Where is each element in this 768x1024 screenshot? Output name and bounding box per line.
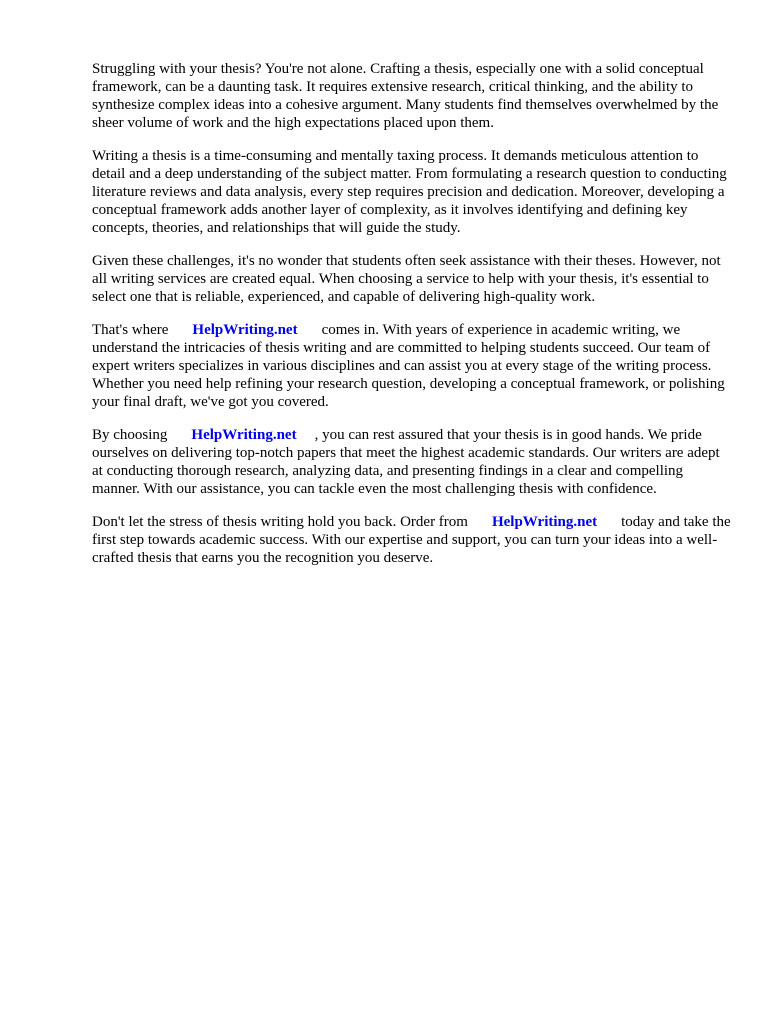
helpwriting-link-1[interactable]: HelpWriting.net [192,322,298,338]
document-body [92,60,732,582]
paragraph-service-lead: That's where [92,322,169,338]
helpwriting-link-2[interactable]: HelpWriting.net [191,427,297,443]
paragraph-process: Writing a thesis is a time-consuming and mentally taxing process. It demands meticulous attention to detail and a deep understanding of the subject matter. From formulating a research question to conducting literature reviews and data analysis, every step requires precision and dedication. Moreover, developing a conceptual framework adds another layer of complexity, as it involves identifying and defining key concepts, theories, and relationships that will guide the study. [92,148,727,236]
paragraph-cta-text: today and take the first step towards academic success. With our expertise and support, you can turn your ideas into a well-crafted thesis that earns you the recognition you deserve. [92,514,731,566]
paragraph-choosing [92,426,732,498]
paragraph-service [92,321,732,411]
paragraph-challenges: Given these challenges, it's no wonder that students often seek assistance with their theses. However, not all writing services are created equal. When choosing a service to help with your thesis, it's essential to select one that is reliable, experienced, and capable of delivering high-quality work. [92,253,721,305]
helpwriting-link-3[interactable]: HelpWriting.net [491,514,598,530]
paragraph-call-to-action [92,513,732,567]
paragraph-cta-lead: Don't let the stress of thesis writing hold you back. Order from [92,514,468,530]
paragraph-choosing-text: , you can rest assured that your thesis is in good hands. We pride ourselves on delivering top-notch papers that meet the highest academic standards. Our writers are adept at conducting thorough research, analyzing data, and presenting findings in a clear and compelling manner. With our assistance, you can tackle even the most challenging thesis with confidence. [92,427,720,497]
paragraph-choosing-lead: By choosing [92,427,168,443]
paragraph-service-text: comes in. With years of experience in academic writing, we understand the intricacies of thesis writing and are committed to helping students succeed. Our team of expert writers specializes in various disciplines and can assist you at every stage of the writing process. Whether you need help refining your research question, developing a conceptual framework, or polishing your final draft, we've got you covered. [92,322,725,410]
paragraph-intro: Struggling with your thesis? You're not alone. Crafting a thesis, especially one with a solid conceptual framework, can be a daunting task. It requires extensive research, critical thinking, and the ability to synthesize complex ideas into a cohesive argument. Many students find themselves overwhelmed by the sheer volume of work and the high expectations placed upon them. [92,61,719,131]
